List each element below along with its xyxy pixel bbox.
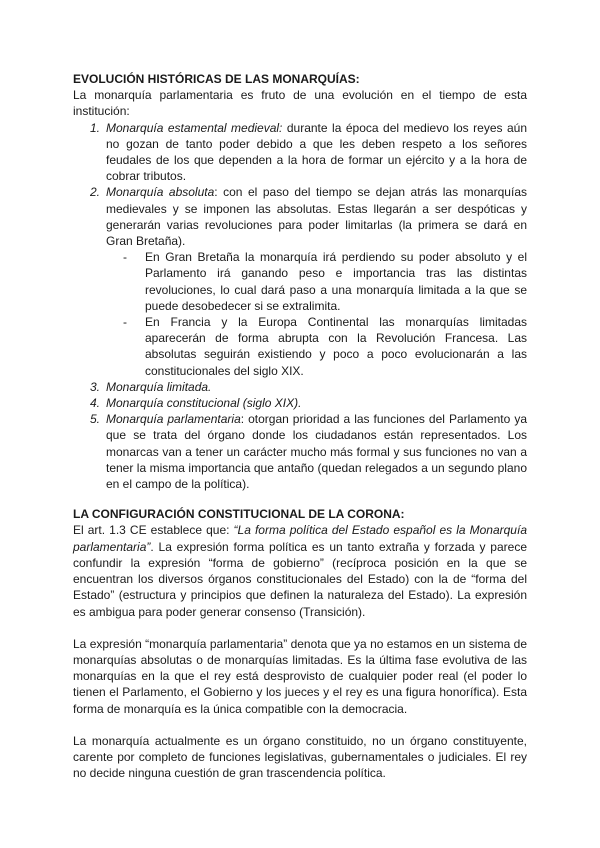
constitution-quote: “La forma política del Estado español es la Monarquía parlamentaria” xyxy=(73,523,527,554)
list-item xyxy=(73,379,527,395)
list-number: 1. xyxy=(90,120,101,135)
section-heading-configuracion: LA CONFIGURACIÓN CONSTITUCIONAL DE LA CORONA: xyxy=(73,507,405,522)
article-paragraph: El art. 1.3 CE establece que: “La forma política del Estado español es la Monarquía parlamentaria”. La expresión forma política es un tanto extraña y forzada y parece confundir la expresión “forma de gobierno” (recíproca posición en la que se encuentran los diversos órganos constitucionales del Estado) con la de “forma del Estado” (estructura y principios que definen la naturaleza del Estado). La expresión es ambigua para poder generar consenso (Transición). xyxy=(73,523,527,619)
sub-list xyxy=(106,249,527,379)
paragraph-organo-constituido: La monarquía actualmente es un órgano constituido, no un órgano constituyente, carente por completo de funciones legislativas, gubernamentales o judiciales. El rey no decide ninguna cuestión de gran trascendencia política. xyxy=(73,733,527,781)
list-term: Monarquía constitucional (siglo XIX). xyxy=(106,396,302,411)
list-term: Monarquía parlamentaria xyxy=(106,412,241,427)
list-text: durante la época del medievo los reyes aún no gozan de tanto poder debido a que les deben respeto a los señores feudales de los que dependen a la hora de formar un ejército y a la hora de cobrar tributos. xyxy=(106,120,527,184)
sub-list-item xyxy=(106,314,527,379)
sub-list-text: En Francia y la Europa Continental las monarquías limitadas aparecerán de forma abrupta con la Revolución Francesa. Las absolutas seguirán existiendo y poco a poco evolucionarán a las constitucionales del siglo XIX. xyxy=(145,315,527,378)
numbered-list xyxy=(73,120,527,493)
list-number: 2. xyxy=(90,185,101,200)
list-item: 5. Monarquía parlamentaria: otorgan prioridad a las funciones del Parlamento ya que se trata del órgano donde los ciudadanos están representados. Los monarcas van a tener un carácter mucho más formal y sus funciones no van a tener la misma importancia que antaño (quedan relegados a un segundo plano en el campo de la política). xyxy=(90,412,527,492)
list-text: con el paso del tiempo se dejan atrás las monarquías medievales y se imponen las absolutas. Estas llegarán a ser despóticas y generarán varias revoluciones para poder limitarlas (la primera se dará en Gran Bretaña). xyxy=(106,185,527,249)
list-number: 3. xyxy=(90,379,101,394)
list-term: Monarquía limitada. xyxy=(106,379,212,394)
list-text: otorgan prioridad a las funciones del Parlamento ya que se trata del órgano donde los ciudadanos están representados. Los monarcas van a tener un carácter mucho más formal y sus funciones no van a tener la misma importancia que antaño (quedan relegados a un segundo plano en el campo de la política). xyxy=(106,412,527,492)
list-item xyxy=(73,395,527,411)
list-number: 5. xyxy=(90,412,101,427)
sub-list-item xyxy=(106,249,527,314)
list-item: 1. Monarquía estamental medieval: durante la época del medievo los reyes aún no gozan de tanto poder debido a que les deben respeto a los señores feudales de los que dependen a la hora de formar un ejército y a la hora de cobrar tributos. xyxy=(90,120,527,184)
list-item: 2. Monarquía absoluta: con el paso del tiempo se dejan atrás las monarquías medievales y se imponen las absolutas. Estas llegarán a ser despóticas y generarán varias revoluciones para poder limitarlas (la primera se dará en Gran Bretaña). - En Gran Bretaña la monarquía irá perdiendo su poder absoluto y el Parlamento irá ganando peso e importancia tras las distintas revoluciones, lo cual dará paso a una monarquía limitada a la que se puede desobedecer si se extralimita. - En Francia y la Europa Continental las monarquías limitadas aparecerán de forma abrupta con la Revolución Francesa. Las absolutas seguirán existiendo y poco a poco evolucionarán a las constitucionales del siglo XIX. xyxy=(90,185,527,378)
list-term: Monarquía estamental medieval xyxy=(106,120,280,135)
list-number: 4. xyxy=(90,396,101,411)
paragraph-monarquia-parlamentaria: La expresión “monarquía parlamentaria” denota que ya no estamos en un sistema de monarquías absolutas o de monarquías limitadas. Es la última fase evolutiva de las monarquías en la que el rey está desprovisto de cualquier poder real (el poder lo tienen el Parlamento, el Gobierno y los jueces y el rey es una figura honorífica). Esta forma de monarquía es la única compatible con la democracia. xyxy=(73,636,527,716)
dash-bullet: - xyxy=(123,250,127,265)
section-heading-evolucion: EVOLUCIÓN HISTÓRICAS DE LAS MONARQUÍAS: xyxy=(73,72,360,86)
document-page xyxy=(73,71,527,781)
sub-list-text: En Gran Bretaña la monarquía irá perdiendo su poder absoluto y el Parlamento irá ganando peso e importancia tras las distintas revoluciones, lo cual dará paso a una monarquía limitada a la que se puede desobedecer si se extralimita. xyxy=(145,250,527,313)
intro-paragraph: La monarquía parlamentaria es fruto de una evolución en el tiempo de esta institución: xyxy=(73,88,527,119)
dash-bullet: - xyxy=(123,315,127,330)
list-term: Monarquía absoluta xyxy=(106,185,215,200)
